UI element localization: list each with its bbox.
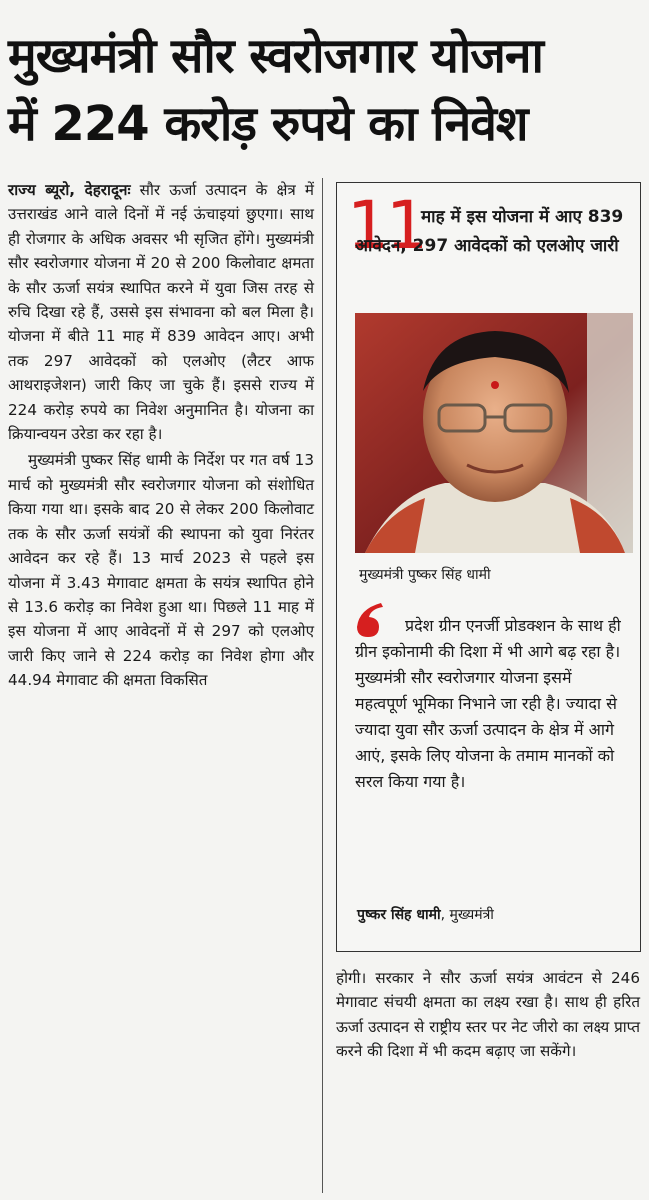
article-body-left-column (8, 178, 314, 693)
article-body-right-column (336, 966, 640, 1064)
callout-text: माह में इस योजना में आए 839 आवेदन, 297 आवेदकों को एलओए जारी (355, 207, 624, 256)
article-paragraph-3: होगी। सरकार ने सौर ऊर्जा सयंत्र आवंटन से 246 मेगावाट संचयी क्षमता का लक्ष्य रखा है। साथ ही हरित ऊर्जा उत्पादन से राष्ट्रीय स्तर पर नेट जीरो का लक्ष्य प्राप्त करने की दिशा में भी कदम बढ़ाए जा सकेंगे। (336, 969, 640, 1061)
quote-author-title: , मुख्यमंत्री (440, 907, 494, 923)
article-paragraph-1-text: सौर ऊर्जा उत्पादन के क्षेत्र में उत्तराखंड आने वाले दिनों में नई ऊंचाइयां छुएगा। साथ ही रोजगार के अधिक अवसर भी सृजित होंगे। मुख्यमंत्री सौर स्वरोजगार योजना में 20 से 200 किलोवाट क्षमता के सौर ऊर्जा सयंत्र स्थापित करने में युवा जिस तरह से रुचि दिखा रहे हैं, उससे इस संभावना को बल मिला है। योजना में बीते 11 माह में 839 आवेदन आए। अभी तक 297 आवेदकों को एलओए (लैटर आफ आथराइजेशन) जारी किए जा चुके हैं। इससे राज्य में 224 करोड़ रुपये का निवेश अनुमानित है। योजना का क्रियान्वयन उरेडा कर रहा है। (8, 181, 314, 444)
portrait-image (355, 313, 633, 553)
quote-text: प्रदेश ग्रीन एनर्जी प्रोडक्शन के साथ ही ग्रीन इकोनामी की दिशा में भी आगे बढ़ रहा है। मुख्यमंत्री सौर स्वरोजगार योजना इसमें महत्वपूर्ण भूमिका निभाने जा रही है। ज्यादा से ज्यादा युवा सौर ऊर्जा उत्पादन के क्षेत्र में आगे आएं, इसके लिए योजना के तमाम मानकों को सरल किया गया है। (355, 616, 621, 791)
dateline: राज्य ब्यूरो, देहरादूनः (8, 181, 131, 199)
headline-line-2: में 224 करोड़ रुपये का निवेश (8, 96, 528, 152)
big-number: 11 (347, 187, 425, 264)
quote-attribution (357, 905, 494, 925)
headline-line-1: मुख्यमंत्री सौर स्वरोजगार योजना (8, 28, 543, 84)
article-paragraph-2: मुख्यमंत्री पुष्कर सिंह धामी के निर्देश पर गत वर्ष 13 मार्च को मुख्यमंत्री सौर स्वरोजगार योजना को संशोधित किया गया था। इसके बाद 20 से लेकर 200 किलोवाट तक के सौर ऊर्जा सयंत्रों की स्थापना को युवा निरंतर आवेदन कर रहे हैं। 13 मार्च 2023 से पहले इस योजना में 3.43 मेगावाट क्षमता के सयंत्र स्थापित होने से 13.6 करोड़ का निवेश हुआ था। पिछले 11 माह में इस योजना में आए आवेदनों में से 297 को एलओए जारी किए जाने से 224 करोड़ का निवेश होगा और 44.94 मेगावाट की क्षमता विकसित (8, 451, 314, 690)
article-paragraph-1 (8, 178, 314, 446)
sidebar-box (336, 182, 641, 952)
column-divider (322, 178, 323, 1193)
photo-caption: मुख्यमंत्री पुष्कर सिंह धामी (359, 567, 491, 583)
quote-author-name: पुष्कर सिंह धामी (357, 907, 441, 923)
chief-minister-photo (355, 313, 633, 553)
headline (8, 22, 644, 158)
